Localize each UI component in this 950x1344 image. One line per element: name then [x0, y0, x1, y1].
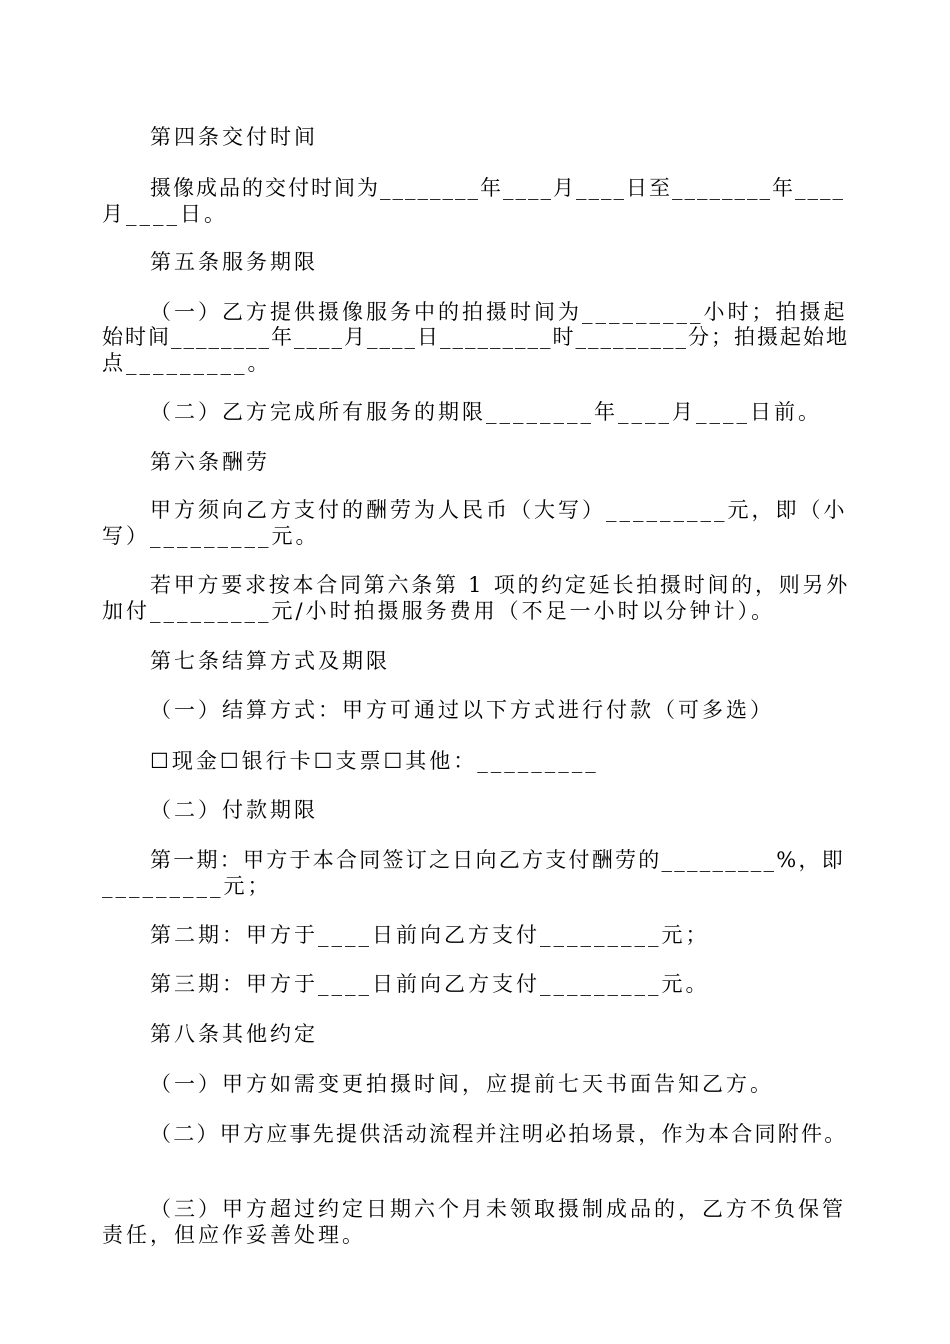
text-line-l19b: 责任，但应作妥善处理。: [102, 1223, 366, 1247]
text-line-l9: 第七条结算方式及期限: [150, 649, 390, 673]
text-line-l4a: （一）乙方提供摄像服务中的拍摄时间为_________小时；拍摄起: [150, 300, 848, 324]
text-line-l1: 第四条交付时间: [150, 125, 318, 149]
text-line-l4c: 点_________。: [102, 351, 272, 375]
text-line-l10: （一）结算方式：甲方可通过以下方式进行付款（可多选）: [150, 698, 774, 722]
text-line-l19a: （三）甲方超过约定日期六个月未领取摄制成品的，乙方不负保管: [150, 1197, 846, 1221]
text-line-l14: 第二期：甲方于____日前向乙方支付_________元；: [150, 923, 710, 947]
text-line-l15: 第三期：甲方于____日前向乙方支付_________元。: [150, 972, 710, 996]
text-line-l16: 第八条其他约定: [150, 1022, 318, 1046]
text-line-l7b: 写）_________元。: [102, 524, 320, 548]
text-line-l2a: 摄像成品的交付时间为________年____月____日至________年____: [150, 176, 845, 200]
text-line-l5: （二）乙方完成所有服务的期限________年____月____日前。: [150, 400, 822, 424]
text-line-l17: （一）甲方如需变更拍摄时间，应提前七天书面告知乙方。: [150, 1072, 774, 1096]
text-line-l13a: 第一期：甲方于本合同签订之日向乙方支付酬劳的_________%，即: [150, 848, 845, 872]
text-line-l4b: 始时间________年____月____日_________时_________分；拍摄起始地: [102, 325, 849, 349]
text-line-l11: ☐现金☐银行卡☐支票☐其他：_________: [150, 749, 599, 773]
text-line-l8a: 若甲方要求按本合同第六条第 1 项的约定延长拍摄时间的，则另外: [150, 573, 850, 597]
text-line-l12: （二）付款期限: [150, 798, 318, 822]
text-line-l6: 第六条酬劳: [150, 450, 270, 474]
text-line-l13b: _________元；: [102, 874, 272, 898]
text-line-l2b: 月____日。: [102, 202, 228, 226]
text-line-l3: 第五条服务期限: [150, 250, 318, 274]
text-line-l18: （二）甲方应事先提供活动流程并注明必拍场景，作为本合同附件。: [150, 1122, 848, 1146]
text-line-l8b: 加付_________元/小时拍摄服务费用（不足一小时以分钟计）。: [102, 599, 776, 623]
text-line-l7a: 甲方须向乙方支付的酬劳为人民币（大写）_________元，即（小: [150, 498, 848, 522]
